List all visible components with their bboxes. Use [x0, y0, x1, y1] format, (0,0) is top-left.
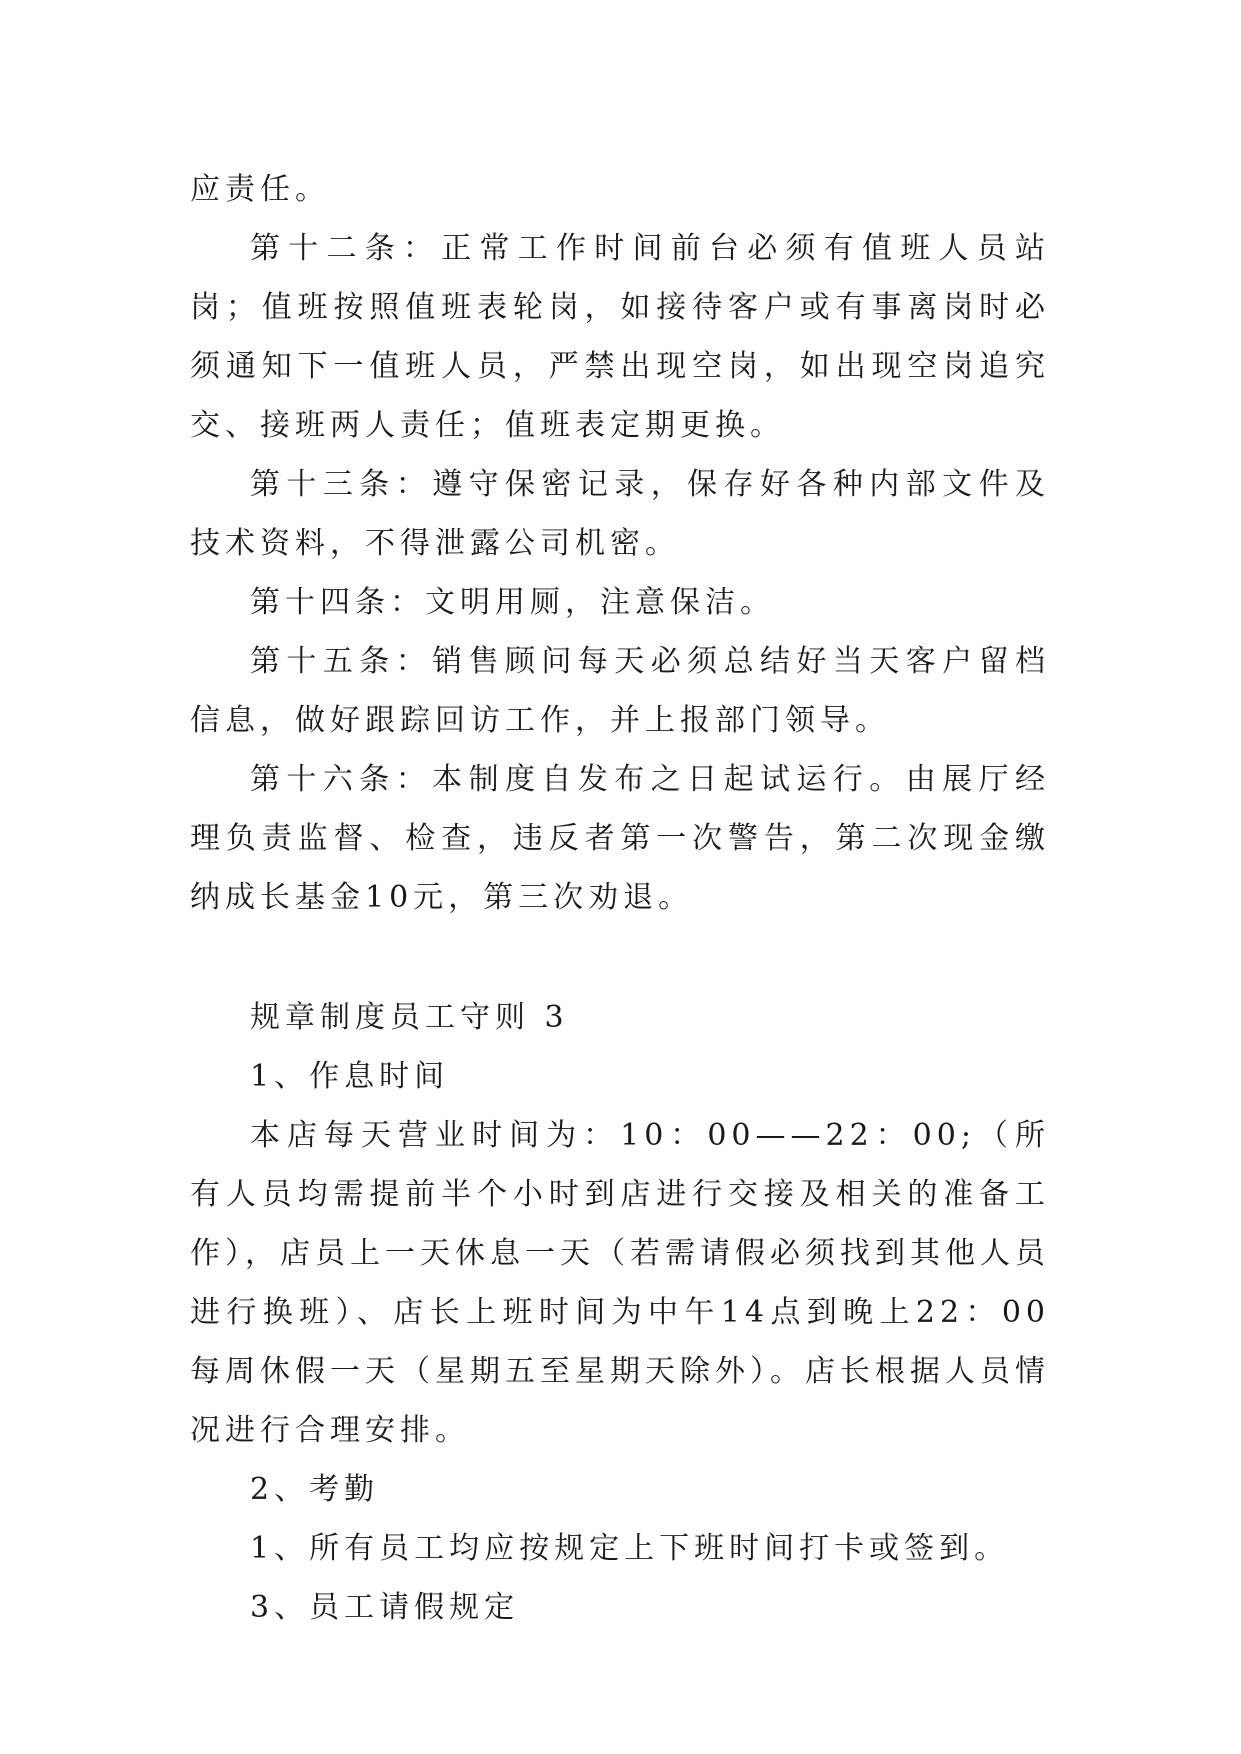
paragraph-attendance: 1、所有员工均应按规定上下班时间打卡或签到。 [250, 1531, 1010, 1566]
section-spacer [190, 927, 1050, 988]
section-title: 规章制度员工守则 3 [250, 1000, 569, 1035]
heading-work-hours: 1、作息时间 [250, 1059, 450, 1094]
article-13: 第十三条：遵守保密记录，保存好各种内部文件及技术资料，不得泄露公司机密。 [190, 467, 1050, 561]
article-15: 第十五条：销售顾问每天必须总结好当天客户留档信息，做好跟踪回访工作，并上报部门领导。 [190, 644, 1050, 738]
article-14: 第十四条：文明用厕，注意保洁。 [250, 585, 775, 620]
heading-attendance: 2、考勤 [250, 1472, 380, 1507]
article-16: 第十六条：本制度自发布之日起试运行。由展厅经理负责监督、检查，违反者第一次警告，第二次现金缴纳成长基金10元，第三次劝退。 [190, 762, 1050, 915]
paragraph-work-hours: 本店每天营业时间为：10：00——22：00;（所有人员均需提前半个小时到店进行交接及相关的准备工作），店员上一天休息一天（若需请假必须找到其他人员进行换班）、店长上班时间为中午14点到晚上22：00每周休假一天（星期五至星期天除外）。店长根据人员情况进行合理安排。 [190, 1118, 1050, 1448]
document-page [190, 160, 1050, 1637]
article-12: 第十二条：正常工作时间前台必须有值班人员站岗；值班按照值班表轮岗，如接待客户或有事离岗时必须通知下一值班人员，严禁出现空岗，如出现空岗追究交、接班两人责任；值班表定期更换。 [190, 231, 1050, 443]
heading-leave-rules: 3、员工请假规定 [250, 1590, 520, 1625]
paragraph-continuation: 应责任。 [190, 172, 330, 207]
